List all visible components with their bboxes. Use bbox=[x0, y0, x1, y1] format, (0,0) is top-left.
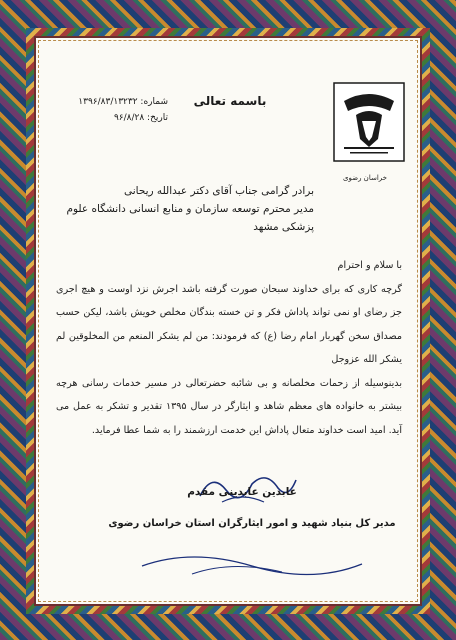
letter-date: تاریخ: ۹۶/۸/۲۸ bbox=[113, 113, 168, 123]
bonyad-shahid-logo-icon bbox=[332, 76, 406, 186]
recipient-name: برادر گرامی جناب آقای دکتر عبدالله ریحانی bbox=[123, 185, 314, 197]
body-paragraph-1: گرچه کاری که برای خداوند سبحان صورت گرفته باشد اجرش نزد اوست و هیچ اجری جز رضای او نمی تواند پاداش فکر و تن خسته بندگان مخلص خویش باشد، لیکن حسب مصداق سخن گهربار امام رضا (ع) که فرمودند: من لم یشکر المنعم من المخلوقین لم یشکر الله عزوجل bbox=[56, 283, 402, 365]
signature-flourish bbox=[132, 546, 372, 586]
letter-meta bbox=[58, 94, 168, 126]
greeting: با سلام و احترام bbox=[337, 260, 402, 271]
recipient bbox=[62, 182, 314, 236]
logo-caption: خراسان رضوی bbox=[343, 174, 387, 182]
letter-content bbox=[42, 46, 414, 598]
letter-number: شماره: ۱۳۹۶/۸۳/۱۳۲۳۲ bbox=[78, 97, 168, 107]
signatory-title: مدیر کل بنیاد شهید و امور ایثارگران استان خراسان رضوی bbox=[108, 518, 396, 529]
signatory-name: عابدین عابدینی مقدم bbox=[187, 486, 297, 498]
page-title: باسمه تعالی bbox=[193, 94, 267, 108]
letter-body bbox=[56, 254, 402, 442]
recipient-position: مدیر محترم توسعه سازمان و منابع انسانی دانشگاه علوم پزشکی مشهد bbox=[66, 203, 314, 233]
body-paragraph-2: بدینوسیله از زحمات مخلصانه و بی شائبه حضرتعالی در مسیر خدمات رسانی هرچه بیشتر به خانواده های معظم شاهد و ایثارگر در سال ۱۳۹۵ تقدیر و تشکر به عمل می آید. امید است خداوند متعال پاداش این خدمت ارزشمند را به شما عطا فرماید. bbox=[56, 377, 402, 436]
